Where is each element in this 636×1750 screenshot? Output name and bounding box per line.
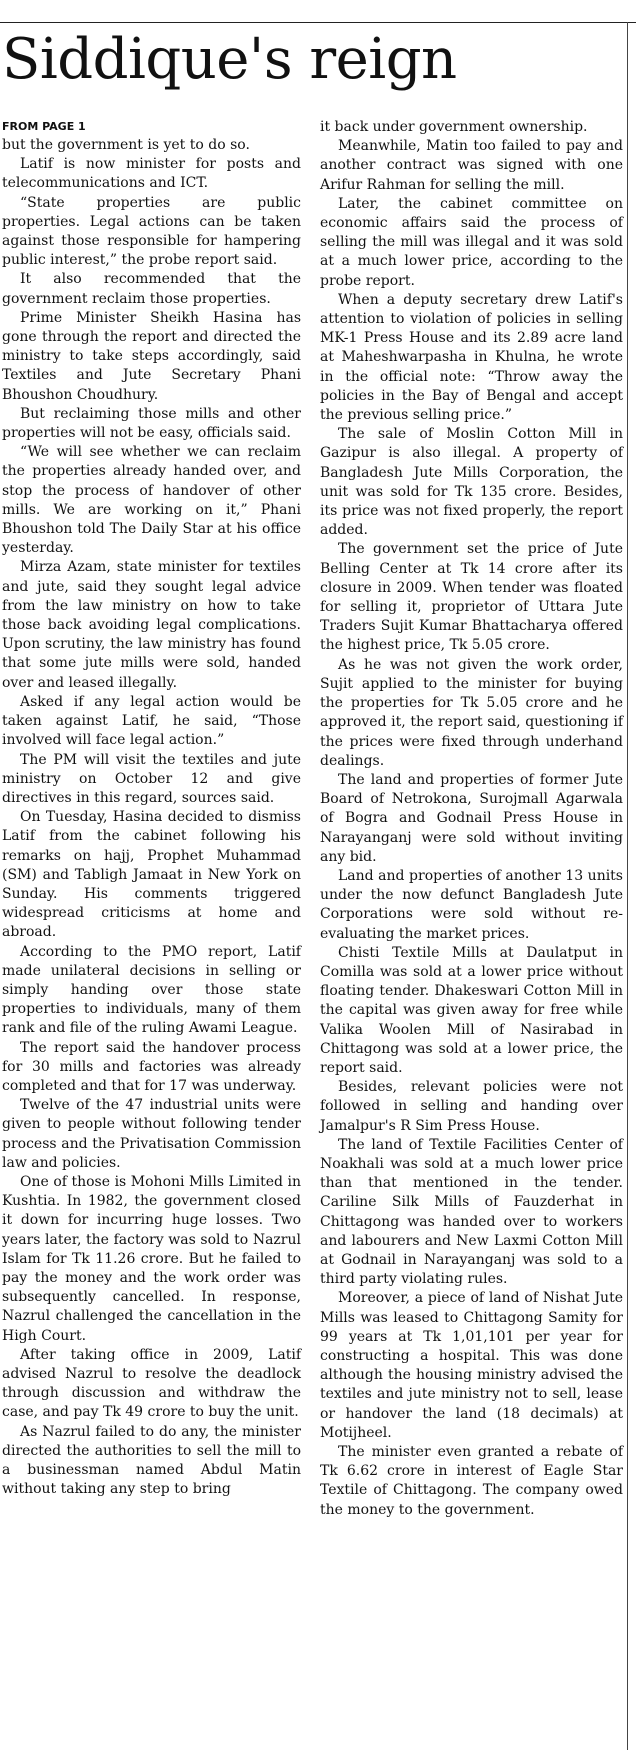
paragraph: It also recommended that the government reclaim those properties. (2, 271, 301, 307)
paragraph: Asked if any legal action would be taken against Latif, he said, “Those involved will face legal action.” (2, 693, 301, 749)
paragraph: The land and properties of former Jute Board of Netrokona, Surojmall Agarwala of Bogra and Godnail Press House in Narayanganj were sold without inviting any bid. (320, 771, 623, 865)
paragraph: When a deputy secretary drew Latif's attention to violation of policies in selling MK-1 Press House and its 2.89 acre land at Maheshwarpasha in Khulna, he wrote in the official note: “Throw away the policies in the Bay of Bengal and accept the previous selling price.” (320, 291, 623, 424)
article-column-left (2, 117, 301, 1499)
paragraph: Land and properties of another 13 units under the now defunct Bangladesh Jute Corporations were sold without re-evaluating the market prices. (320, 867, 623, 942)
paragraph: “State properties are public properties. Legal actions can be taken against those responsible for hampering public interest,” the probe report said. (2, 194, 301, 269)
paragraph: it back under government ownership. (320, 119, 588, 135)
paragraph: But reclaiming those mills and other properties will not be easy, officials said. (2, 405, 301, 442)
paragraph: One of those is Mohoni Mills Limited in Kushtia. In 1982, the government closed it down for incurring huge losses. Two years later, the factory was sold to Nazrul Islam for Tk 11.26 crore. But he failed to pay the money and the work order was subsequently cancelled. In response, Nazrul challenged the cancellation in the High Court. (2, 1173, 301, 1344)
paragraph: The minister even granted a rebate of Tk 6.62 crore in interest of Eagle Star Textile of Chittagong. The company owed the money to the government. (320, 1444, 623, 1518)
paragraph: Meanwhile, Matin too failed to pay and another contract was signed with one Arifur Rahman for selling the mill. (320, 138, 623, 193)
paragraph: According to the PMO report, Latif made unilateral decisions in selling or simply handing over those state properties to individuals, many of them rank and file of the ruling Awami League. (2, 943, 301, 1037)
paragraph: Besides, relevant policies were not followed in selling and handing over Jamalpur's R Sim Press House. (320, 1079, 623, 1134)
paragraph: The report said the handover process for 30 mills and factories was already completed and that for 17 was underway. (2, 1039, 301, 1094)
headline: Siddique's reign (2, 27, 457, 92)
column-rule (627, 22, 628, 1750)
paragraph: Latif is now minister for posts and telecommunications and ICT. (2, 156, 301, 192)
paragraph: The land of Textile Facilities Center of Noakhali was sold at a much lower price than that mentioned in the tender. Cariline Silk Mills of Fauzderhat in Chittagong was handed over to workers and labourers and New Laxmi Cotton Mill at Godnail in Narayanganj was sold to a third party violating rules. (320, 1136, 623, 1288)
paragraph: After taking office in 2009, Latif advised Nazrul to resolve the deadlock through discussion and withdraw the case, and pay Tk 49 crore to buy the unit. (2, 1346, 301, 1421)
paragraph: On Tuesday, Hasina decided to dismiss Latif from the cabinet following his remarks on hajj, Prophet Muhammad (SM) and Tabligh Jamaat in New York on Sunday. His comments triggered widespread criticisms at home and abroad. (2, 809, 301, 941)
paragraph: As Nazrul failed to do any, the minister directed the authorities to sell the mill to a businessman named Abdul Matin without taking any step to bring (2, 1423, 301, 1498)
top-rule (0, 22, 636, 23)
paragraph: Prime Minister Sheikh Hasina has gone through the report and directed the ministry to take steps accordingly, said Textiles and Jute Secretary Phani Bhoushon Choudhury. (2, 309, 301, 403)
paragraph: The sale of Moslin Cotton Mill in Gazipur is also illegal. A property of Bangladesh Jute Mills Corporation, the unit was sold for Tk 135 crore. Besides, its price was not fixed properly, the report added. (320, 426, 623, 539)
paragraph: The government set the price of Jute Belling Center at Tk 14 crore after its closure in 2009. When tender was floated for selling it, proprietor of Uttara Jute Traders Sujit Kumar Bhattacharya offered the highest price, Tk 5.05 crore. (320, 541, 623, 654)
paragraph: Mirza Azam, state minister for textiles and jute, said they sought legal advice from the law ministry on how to take those back avoiding legal complications. Upon scrutiny, the law ministry has found that some jute mills were sold, handed over and leased illegally. (2, 559, 301, 691)
paragraph: Later, the cabinet committee on economic affairs said the process of selling the mill was illegal and it was sold at a much lower price, according to the probe report. (320, 195, 623, 289)
paragraph: Chisti Textile Mills at Daulatput in Comilla was sold at a lower price without floating tender. Dhakeswari Cotton Mill in the capital was given away for free while Valika Woolen Mill of Nasirabad in Chittagong was sold at a lower price, the report said. (320, 944, 623, 1076)
paragraph: Twelve of the 47 industrial units were given to people without following tender process and the Privatisation Commission law and policies. (2, 1097, 301, 1171)
paragraph: Moreover, a piece of land of Nishat Jute Mills was leased to Chittagong Samity for 99 years at Tk 1,01,101 per year for constructing a hospital. This was done although the housing ministry advised the textiles and jute ministry not to sell, lease or handover the land (18 decimals) at Motijheel. (320, 1290, 623, 1441)
continuation-kicker: FROM PAGE 1 (2, 120, 86, 133)
article-column-right (320, 118, 623, 1520)
paragraph: but the government is yet to do so. (2, 137, 250, 153)
paragraph: As he was not given the work order, Sujit applied to the minister for buying the properties for Tk 5.05 crore and he approved it, the report said, questioning if the prices were fixed through underhand dealings. (320, 656, 623, 769)
paragraph: The PM will visit the textiles and jute ministry on October 12 and give directives in this regard, sources said. (2, 751, 301, 806)
paragraph: “We will see whether we can reclaim the properties already handed over, and stop the process of handover of other mills. We are working on it,” Phani Bhoushon told The Daily Star at his office yesterday. (2, 444, 301, 557)
